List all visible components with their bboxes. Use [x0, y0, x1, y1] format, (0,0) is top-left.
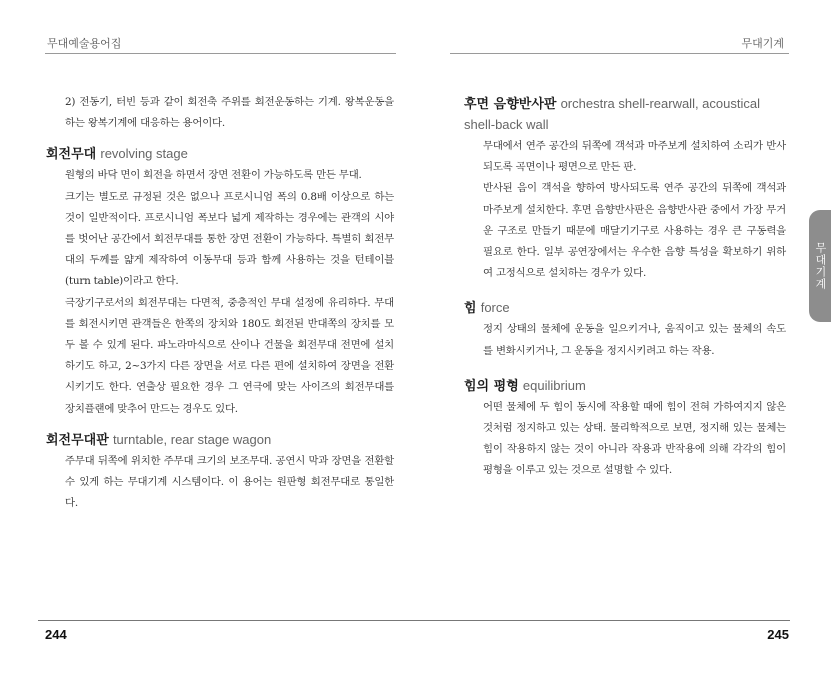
- entry-turntable: [46, 430, 394, 515]
- header-rule-left: [45, 53, 396, 54]
- term-korean: 회전무대판: [46, 432, 109, 448]
- definition-paragraph: 크기는 별도로 규정된 것은 없으나 프로시니엄 폭의 0.8배 이상으로 하는 것이 일반적이다. 프로시니엄 폭보다 넓게 제작하는 경우에는 관객의 시야를 벗어난 공간에서 회전무대를 통한 장면 전환이 가능하다. 특별히 회전무대의 두께를 얇게 제작하여 이동무대 등과 함께 사용하는 것을 턴테이블(turn table)이라고 한다.: [65, 190, 394, 288]
- definition-paragraph: 극장기구로서의 회전무대는 다면적, 중층적인 무대 설정에 유리하다. 무대를 회전시키면 관객들은 한쪽의 장치와 180도 회전된 반대쪽의 장치를 모두 볼 수 있게 된다. 파노라마식으로 산이나 건물을 회전무대 전면에 설치하기도 하고, 2~3가지 다른 장면을 서로 다른 편에 설치하여 장면을 전환시키기도 한다. 연출상 필요한 경우 그 연극에 맞는 사이즈의 회전무대를 장치플랜에 맞추어 만드는 경우도 있다.: [65, 296, 394, 415]
- entry-term: [46, 144, 394, 165]
- entry-term: [464, 298, 786, 319]
- term-english: force: [480, 300, 510, 316]
- term-english: orchestra shell-rearwall, acoustical shell-back wall: [464, 96, 760, 132]
- left-page-column: [46, 92, 394, 514]
- continued-definition: 2) 전동기, 터빈 등과 같이 회전축 주위를 회전운동하는 기계. 왕복운동을 하는 왕복기계에 대응하는 용어이다.: [65, 96, 394, 130]
- entry-equilibrium: [464, 376, 786, 482]
- running-header-chapter-title: 무대기계: [741, 38, 784, 50]
- chapter-side-tab-label: 무대기계: [814, 242, 826, 290]
- term-english: revolving stage: [100, 146, 188, 162]
- entry-term: [46, 430, 394, 451]
- entry-revolving-stage: [46, 144, 394, 419]
- page-number-right: 245: [767, 627, 789, 642]
- term-korean: 힘의 평형: [464, 378, 519, 394]
- definition-paragraph: 반사된 음이 객석을 향하여 방사되도록 연주 공간의 뒤쪽에 객석과 마주보게 설치한다. 후면 음향반사판은 음향반사관 중에서 가장 무거운 구조로 만들기 때문에 매달기기구로 사용하는 경우 큰 구동력을 필요로 한다. 일부 공연장에서는 우수한 음향 특성을 확보하기 위하여 고정식으로 설치하는 경우가 있다.: [483, 182, 786, 280]
- term-korean: 힘: [464, 301, 477, 317]
- entry-force: [464, 298, 786, 361]
- definition-paragraph: 무대에서 연주 공간의 뒤쪽에 객석과 마주보게 설치하여 소리가 반사되도록 곡면이나 평면으로 만든 판.: [483, 140, 786, 174]
- term-korean: 회전무대: [46, 147, 97, 163]
- chapter-side-tab: [809, 210, 831, 322]
- definition-paragraph: 정지 상태의 물체에 운동을 일으키거나, 움직이고 있는 물체의 속도를 변화시키거나, 그 운동을 정지시키려고 하는 작용.: [483, 323, 786, 357]
- entry-term: [464, 376, 786, 397]
- page-number-left: 244: [45, 627, 67, 642]
- entry-orchestra-shell-rearwall: [464, 94, 786, 284]
- term-english: turntable, rear stage wagon: [112, 431, 272, 447]
- term-korean: 후면 음향반사판: [464, 97, 557, 112]
- definition-paragraph: 주무대 뒤쪽에 위치한 주무대 크기의 보조무대. 공연시 막과 장면을 전환할 수 있게 하는 무대기계 시스템이다. 이 용어는 원판형 회전무대로 통일한다.: [65, 454, 394, 510]
- term-english: equilibrium: [522, 377, 586, 393]
- definition-paragraph: 원형의 바닥 면이 회전을 하면서 장면 전환이 가능하도록 만든 무대.: [65, 169, 362, 182]
- right-page-column: [464, 94, 786, 482]
- header-rule-right: [450, 53, 789, 54]
- running-header-book-title: 무대예술용어집: [47, 38, 122, 50]
- footer-rule: [38, 620, 790, 621]
- definition-paragraph: 어떤 물체에 두 힘이 동시에 작용할 때에 힘이 전혀 가하여지지 않은 것처럼 정지하고 있는 상태. 물리학적으로 보면, 정지해 있는 물체는 힘이 작용하지 않는 것이 아니라 작용과 반작용에 의해 각각의 힘이 평형을 이루고 있는 것으로 설명할 수 있다.: [483, 400, 786, 477]
- entry-term: [464, 94, 786, 136]
